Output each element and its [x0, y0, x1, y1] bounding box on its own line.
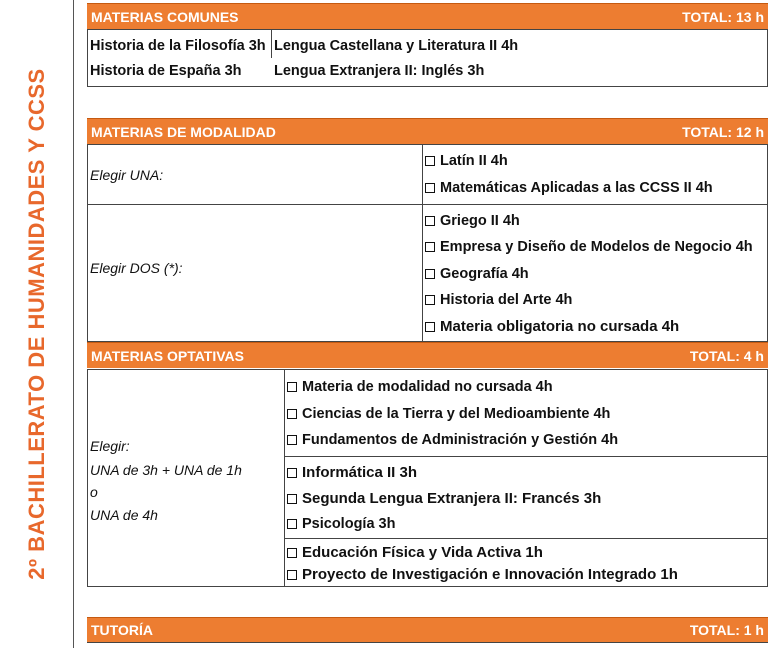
modalidad-header-bar [87, 118, 768, 144]
checkbox-icon[interactable] [287, 519, 297, 529]
tutoria-total: TOTAL: 1 h [689, 622, 764, 638]
checkbox-icon[interactable] [287, 570, 297, 580]
checkbox-icon[interactable] [287, 548, 297, 558]
option-row[interactable]: Ciencias de la Tierra y del Medioambiente 4h [287, 406, 610, 422]
modalidad-table [87, 144, 768, 342]
option-row[interactable]: Materia obligatoria no cursada 4h [425, 318, 679, 335]
option-row[interactable]: Educación Física y Vida Activa 1h [287, 544, 543, 561]
checkbox-icon[interactable] [425, 322, 435, 332]
checkbox-icon[interactable] [287, 435, 297, 445]
checkbox-icon[interactable] [425, 242, 435, 252]
checkbox-icon[interactable] [425, 156, 435, 166]
option-row[interactable]: Matemáticas Aplicadas a las CCSS II 4h [425, 180, 713, 196]
comunes-header: MATERIAS COMUNES [91, 8, 239, 25]
comunes-item: Lengua Extranjera II: Inglés 3h [274, 63, 485, 79]
checkbox-icon[interactable] [287, 409, 297, 419]
optativas-label: o [90, 484, 98, 500]
option-row[interactable]: Psicología 3h [287, 516, 395, 532]
option-row[interactable]: Geografía 4h [425, 266, 529, 282]
comunes-item: Lengua Castellana y Literatura II 4h [274, 38, 519, 54]
comunes-item: Historia de España 3h [90, 63, 242, 79]
checkbox-icon[interactable] [287, 382, 297, 392]
optativas-label: UNA de 4h [90, 507, 158, 523]
option-row[interactable]: Informática II 3h [287, 464, 417, 481]
checkbox-icon[interactable] [425, 216, 435, 226]
comunes-total: TOTAL: 13 h [682, 8, 764, 25]
optativas-table [87, 369, 768, 587]
modalidad-total: TOTAL: 12 h [682, 123, 764, 140]
optativas-total: TOTAL: 4 h [689, 347, 764, 364]
checkbox-icon[interactable] [287, 494, 297, 504]
option-row[interactable]: Materia de modalidad no cursada 4h [287, 379, 553, 395]
sidebar [0, 0, 74, 648]
option-row[interactable]: Griego II 4h [425, 213, 520, 229]
option-row[interactable]: Latín II 4h [425, 153, 508, 169]
option-row[interactable]: Empresa y Diseño de Modelos de Negocio 4h [425, 239, 753, 255]
checkbox-icon[interactable] [425, 183, 435, 193]
tutoria-header-bar [87, 617, 768, 643]
optativas-header: MATERIAS OPTATIVAS [91, 347, 244, 364]
option-row[interactable]: Segunda Lengua Extranjera II: Francés 3h [287, 490, 601, 507]
checkbox-icon[interactable] [425, 269, 435, 279]
optativas-header-bar [87, 342, 768, 368]
sidebar-title: 2º BACHILLERATO DE HUMANIDADES Y CCSS [24, 68, 49, 580]
modalidad-una-label: Elegir UNA: [90, 167, 164, 183]
comunes-item: Historia de la Filosofía 3h [90, 38, 266, 54]
option-row[interactable]: Proyecto de Investigación e Innovación Integrado 1h [287, 566, 678, 583]
checkbox-icon[interactable] [287, 468, 297, 478]
checkbox-icon[interactable] [425, 295, 435, 305]
optativas-label: UNA de 3h + UNA de 1h [90, 462, 242, 478]
comunes-header-bar [87, 3, 768, 29]
option-row[interactable]: Historia del Arte 4h [425, 292, 572, 308]
modalidad-header: MATERIAS DE MODALIDAD [91, 123, 276, 140]
comunes-table [87, 29, 768, 87]
optativas-label: Elegir: [90, 438, 130, 454]
option-row[interactable]: Fundamentos de Administración y Gestión 4h [287, 432, 618, 448]
tutoria-header: TUTORÍA [91, 622, 153, 638]
modalidad-dos-label: Elegir DOS (*): [90, 260, 183, 276]
